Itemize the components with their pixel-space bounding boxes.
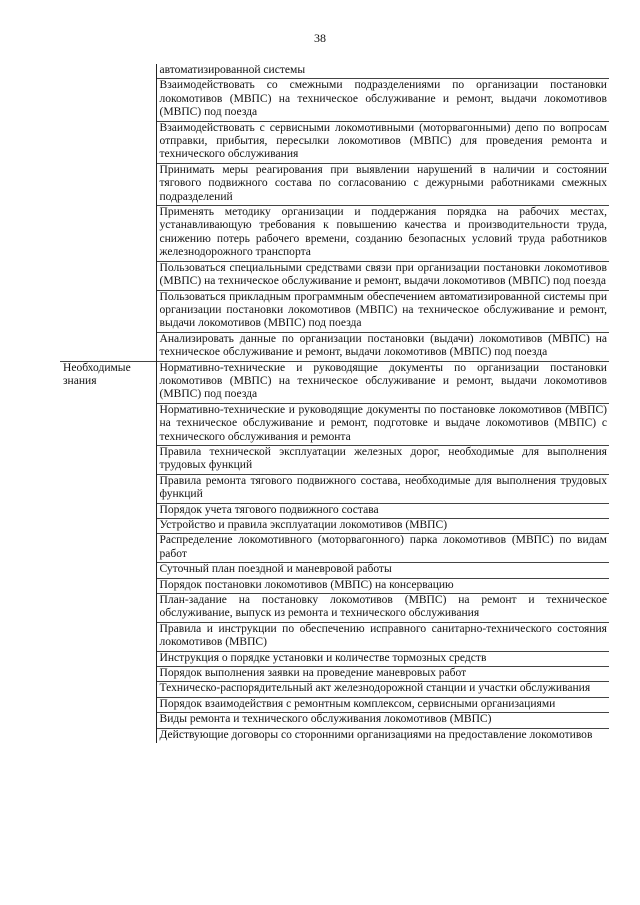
requirement-item: Правила технической эксплуатации железных дорог, необходимые для выполнения трудовых функций — [156, 445, 609, 474]
qualification-table — [60, 64, 609, 743]
table-body — [60, 64, 609, 743]
requirement-item: Пользоваться специальными средствами связи при организации постановки локомотивов (МВПС) на техническое обслуживание и ремонт, выдачи локомотивов (МВПС) под поезда — [156, 261, 609, 290]
requirement-item: Принимать меры реагирования при выявлении нарушений в наличии и состоянии тягового подвижного состава по согласованию с дежурными работниками смежных подразделений — [156, 163, 609, 205]
requirement-item: Техническо-распорядительный акт железнодорожной станции и участки обслуживания — [156, 682, 609, 697]
requirement-item: Анализировать данные по организации постановки (выдачи) локомотивов (МВПС) на техническое обслуживание и ремонт, выдачи локомотивов (МВПС) под поезда — [156, 332, 609, 361]
requirement-item: автоматизированной системы — [156, 64, 609, 79]
requirement-item: Суточный план поездной и маневровой работы — [156, 563, 609, 578]
requirement-item: Порядок учета тягового подвижного состава — [156, 503, 609, 518]
requirement-item: Взаимодействовать со смежными подразделениями по организации постановки локомотивов (МВПС) на техническое обслуживание и ремонт, выдачи локомотивов (МВПС) под поезда — [156, 79, 609, 121]
requirement-item: Применять методику организации и поддержания порядка на рабочих местах, устанавливающую требования к повышению качества и производительности труда, снижению потерь рабочего времени, созданию безопасных условий труда работников железнодорожного транспорта — [156, 206, 609, 262]
requirement-item: Правила ремонта тягового подвижного состава, необходимые для выполнения трудовых функций — [156, 474, 609, 503]
section-label — [60, 64, 156, 361]
requirement-item: Распределение локомотивного (моторвагонного) парка локомотивов (МВПС) по видам работ — [156, 534, 609, 563]
requirement-item: Действующие договоры со сторонними организациями на предоставление локомотивов — [159, 728, 593, 741]
requirement-item: Пользоваться прикладным программным обеспечением автоматизированной системы при организации постановки локомотивов (МВПС) на техническое обслуживание и ремонт, выдачи локомотивов (МВПС) под поезда — [156, 290, 609, 332]
requirement-item: Нормативно-технические и руководящие документы по постановке локомотивов (МВПС) на техническое обслуживание и ремонт, подготовке и выдаче локомотивов (МВПС) с технического обслуживания и ремонта — [156, 403, 609, 445]
table-row — [60, 361, 609, 403]
requirement-item: Порядок выполнения заявки на проведение маневровых работ — [156, 667, 609, 682]
requirement-item: Правила и инструкции по обеспечению исправного санитарно-технического состояния локомотивов (МВПС) — [156, 622, 609, 651]
requirement-item: Порядок взаимодействия с ремонтным комплексом, сервисными организациями — [156, 697, 609, 712]
requirement-item: Виды ремонта и технического обслуживания локомотивов (МВПС) — [156, 713, 609, 728]
section-label: Необходимые знания — [60, 361, 156, 743]
requirement-item: Взаимодействовать с сервисными локомотивными (моторвагонными) депо по вопросам отправки, прибытия, пересылки локомотивов (МВПС) для проведения ремонта и технического обслуживания — [156, 121, 609, 163]
page-number: 38 — [314, 31, 326, 45]
requirement-item: План-задание на постановку локомотивов (МВПС) на ремонт и техническое обслуживание, выпуск из ремонта и технического обслуживания — [156, 594, 609, 623]
requirement-item: Порядок постановки локомотивов (МВПС) на консервацию — [156, 578, 609, 593]
requirement-item: Устройство и правила эксплуатации локомотивов (МВПС) — [156, 519, 609, 534]
requirement-item: Нормативно-технические и руководящие документы по организации постановки локомотивов (МВПС) на техническое обслуживание и ремонт, выдачи локомотивов (МВПС) под поезда — [156, 361, 609, 403]
table-row — [60, 64, 609, 79]
requirement-item: Инструкция о порядке установки и количестве тормозных средств — [156, 651, 609, 666]
